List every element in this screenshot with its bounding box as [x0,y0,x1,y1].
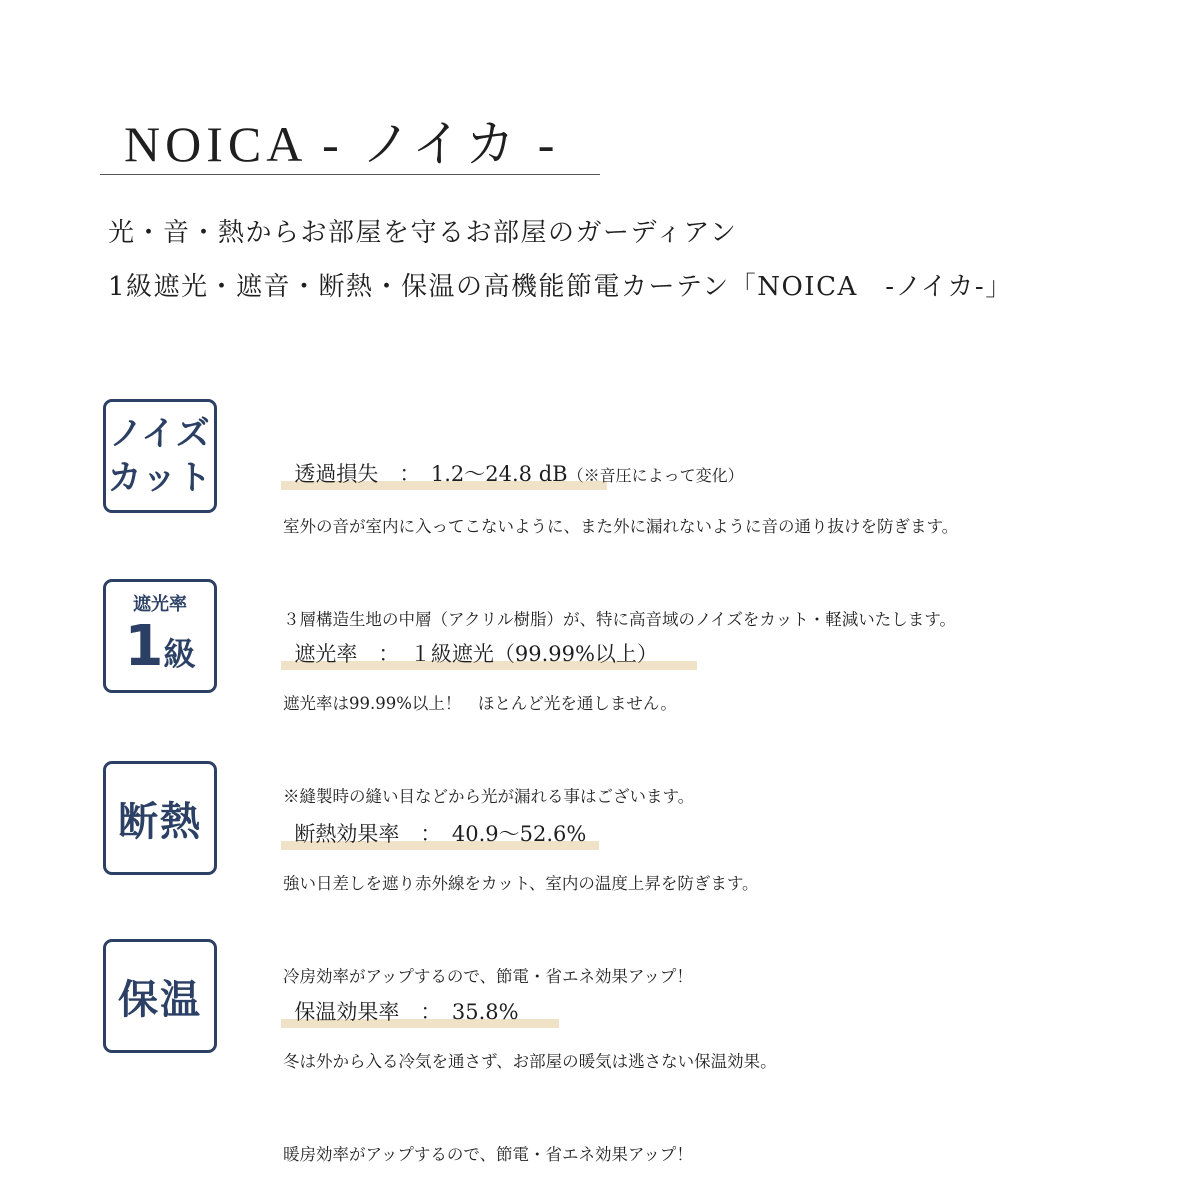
noise-cut-title-note: （※音圧によって変化） [567,466,744,485]
page-title: NOICA - ノイカ - [124,116,560,172]
intro-line-1: 光・音・熱からお部屋を守るお部屋のガーディアン [108,218,738,248]
heat-retention-desc-line-1: 冬は外から入る冷気を通さず、お部屋の暖気は逃さない保温効果。 [283,1052,777,1071]
blackout-badge-grade [124,614,196,679]
noise-cut-badge [103,399,217,513]
heat-retention-title-text: 保温効果率 ： 35.8% [294,1000,519,1024]
heat-retention-desc-line-2: 暖房効率がアップするので、節電・省エネ効果アップ！ [283,1145,693,1164]
noise-cut-badge-line-2: カット [107,458,213,498]
noise-cut-title-text: 透過損失 ： 1.2～24.8 dB [294,462,568,486]
insulation-badge-label: 断熱 [118,798,202,845]
noise-cut-badge-line-1: ノイズ [109,414,211,454]
insulation-title-text: 断熱効果率 ： 40.9～52.6% [294,822,587,846]
blackout-badge-label: 遮光率 [133,594,187,615]
heat-retention-description [283,984,777,1201]
blackout-badge-number: 1 [124,614,164,679]
insulation-desc-line-2: 冷房効率がアップするので、節電・省エネ効果アップ！ [283,967,693,986]
blackout-desc-line-2: ※縫製時の縫い目などから光が漏れる事はございます。 [283,787,695,806]
heat-retention-badge [103,939,217,1053]
insulation-desc-line-1: 強い日差しを遮り赤外線をカット、室内の温度上昇を防ぎます。 [283,874,759,893]
blackout-badge-kyu: 級 [163,635,196,673]
noise-cut-desc-line-1: 室外の音が室内に入ってこないように、また外に漏れないように音の通り抜けを防ぎます。 [283,517,959,536]
blackout-grade-badge [103,579,217,693]
noise-cut-desc-line-2: ３層構造生地の中層（アクリル樹脂）が、特に高音域のノイズをカット・軽減いたします。 [283,610,956,629]
blackout-title-text: 遮光率 ： １級遮光（99.99%以上） [294,642,658,666]
title-divider [100,174,600,175]
insulation-badge [103,761,217,875]
heat-retention-badge-label: 保温 [118,976,202,1023]
blackout-desc-line-1: 遮光率は99.99%以上！ ほとんど光を通しません。 [283,694,677,713]
intro-line-2: 1級遮光・遮音・断熱・保温の高機能節電カーテン「NOICA -ノイカ-」 [108,272,1013,302]
